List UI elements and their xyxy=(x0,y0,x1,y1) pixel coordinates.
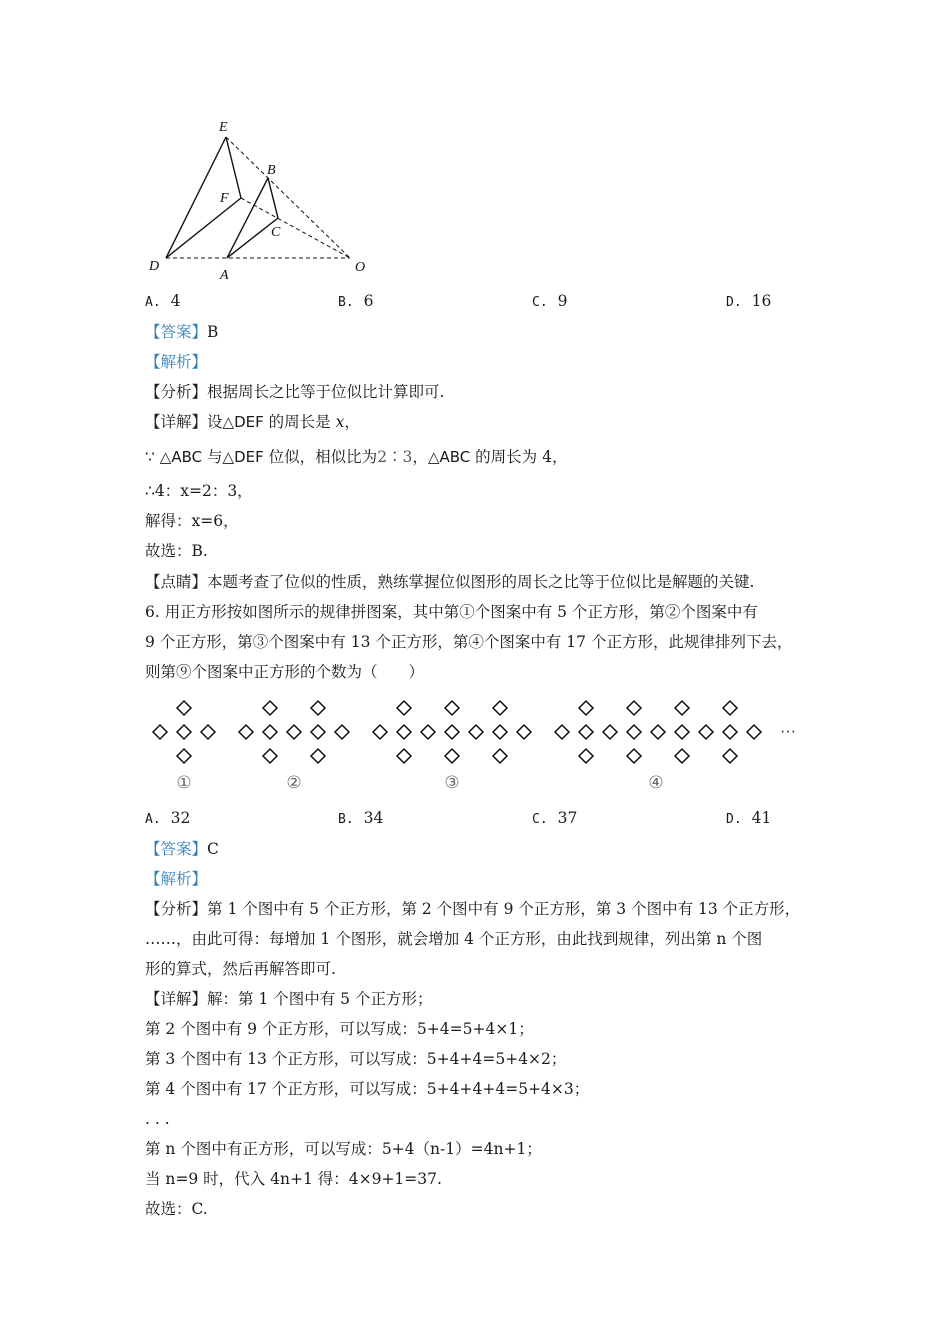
analysis-tag: 【解析】 xyxy=(145,353,208,371)
label-F: F xyxy=(220,191,229,206)
pattern-square xyxy=(723,725,737,739)
fenxi-tag: 【分析】 xyxy=(145,900,208,918)
variable-x: x xyxy=(335,413,345,431)
pattern-square xyxy=(397,701,411,715)
q5-option-a-letter: A. xyxy=(145,295,161,310)
q6-option-c-value: 37 xyxy=(557,809,578,827)
pattern-square xyxy=(493,749,507,763)
pattern-square xyxy=(579,749,593,763)
label-A: A xyxy=(220,268,229,283)
pattern-label-1: ① xyxy=(176,773,192,792)
q6-detail-line-6: 第 n 个图中有正方形，可以写成：5+4（n-1）=4n+1； xyxy=(145,1140,542,1158)
label-E: E xyxy=(219,120,228,135)
pattern-square xyxy=(153,725,167,739)
triangle-def: △DEF xyxy=(222,413,264,431)
pattern-square xyxy=(311,749,325,763)
q6-detail-line-4: 第 4 个图中有 17 个正方形，可以写成：5+4+4+4=5+4×3； xyxy=(145,1080,590,1098)
pattern-square xyxy=(627,749,641,763)
q6-stem-line-1: 6. 用正方形按如图所示的规律拼图案，其中第①个图案中有 5 个正方形，第②个图案中有 xyxy=(145,603,758,621)
label-O: O xyxy=(355,260,366,275)
pattern-square xyxy=(445,725,459,739)
pattern-square xyxy=(675,725,689,739)
pattern-square xyxy=(747,725,761,739)
dashed-EO xyxy=(226,137,350,258)
fenxi-text: 根据周长之比等于位似比计算即可. xyxy=(207,383,445,401)
q6-option-a[interactable] xyxy=(145,808,190,830)
q6-option-c[interactable] xyxy=(532,808,577,830)
detail-text: 解：第 1 个图中有 5 个正方形； xyxy=(207,990,433,1008)
detail-tag: 【详解】 xyxy=(145,413,208,431)
q5-detail-line-3: ∴4：x=2：3， xyxy=(145,482,253,500)
pattern-square xyxy=(263,701,277,715)
pattern-square xyxy=(397,749,411,763)
fenxi-tag: 【分析】 xyxy=(145,383,208,401)
segment-BC xyxy=(268,178,278,218)
q6-option-d[interactable] xyxy=(726,808,771,830)
q5-fenxi xyxy=(145,382,444,402)
pattern-square xyxy=(445,701,459,715)
pattern-square xyxy=(579,701,593,715)
q5-analysis-tag xyxy=(145,352,207,372)
pattern-square xyxy=(373,725,387,739)
because-symbol: ∵ xyxy=(145,448,160,466)
pattern-square xyxy=(177,749,191,763)
detail-text: 设 xyxy=(207,413,223,431)
pattern-square xyxy=(263,749,277,763)
label-C: C xyxy=(271,225,281,240)
detail-text: ， xyxy=(344,413,360,431)
pattern-square xyxy=(177,701,191,715)
pattern-square xyxy=(493,701,507,715)
q6-answer xyxy=(145,839,219,859)
q5-option-c-letter: C. xyxy=(532,295,548,310)
q6-detail-line-1 xyxy=(145,989,432,1009)
q5-detail-line-1 xyxy=(145,412,360,432)
q5-option-a[interactable] xyxy=(145,291,181,313)
pattern-square xyxy=(287,725,301,739)
segment-EF xyxy=(226,137,241,198)
q6-detail-line-8: 故选：C. xyxy=(145,1200,208,1218)
pattern-square xyxy=(603,725,617,739)
pattern-square xyxy=(311,725,325,739)
dianjing-text: 本题考查了位似的性质，熟练掌握位似图形的周长之比等于位似比是解题的关键. xyxy=(207,573,755,591)
detail-text: 与 xyxy=(202,448,223,466)
triangle-abc: △ABC xyxy=(427,448,471,466)
q5-option-d-value: 16 xyxy=(751,292,772,310)
q6-detail-line-2: 第 2 个图中有 9 个正方形，可以写成：5+4=5+4×1； xyxy=(145,1020,534,1038)
answer-value: B xyxy=(207,323,219,341)
label-B: B xyxy=(267,163,276,178)
q5-detail-line-5: 故选：B. xyxy=(145,542,208,560)
q5-option-d-letter: D. xyxy=(726,295,742,310)
pattern-square xyxy=(239,725,253,739)
q5-option-c-value: 9 xyxy=(557,292,568,310)
detail-text: 的周长为 4， xyxy=(470,448,568,466)
similar-triangles-figure xyxy=(140,110,380,285)
pattern-square xyxy=(445,749,459,763)
answer-tag: 【答案】 xyxy=(145,323,208,341)
q6-fenxi-line-2: ……，由此可得：每增加 1 个图形，就会增加 4 个正方形，由此找到规律，列出第 n 个图 xyxy=(145,930,763,948)
q5-option-b[interactable] xyxy=(338,291,374,313)
triangle-abc: △ABC xyxy=(159,448,203,466)
dashed-FO xyxy=(241,198,350,258)
q6-detail-line-7: 当 n=9 时，代入 4n+1 得：4×9+1=37. xyxy=(145,1170,442,1188)
pattern-square xyxy=(469,725,483,739)
q6-option-b-letter: B. xyxy=(338,812,354,827)
pattern-square xyxy=(555,725,569,739)
q6-option-b-value: 34 xyxy=(363,809,384,827)
q6-detail-line-5: . . . xyxy=(145,1110,170,1128)
pattern-ellipsis: ··· xyxy=(780,724,796,741)
pattern-label-3: ③ xyxy=(444,773,460,792)
pattern-square xyxy=(335,725,349,739)
segment-DF xyxy=(166,198,241,258)
pattern-square xyxy=(627,725,641,739)
pattern-square xyxy=(627,701,641,715)
analysis-tag: 【解析】 xyxy=(145,870,208,888)
pattern-label-2: ② xyxy=(286,773,302,792)
square-pattern-figure xyxy=(140,690,820,800)
detail-text: ， xyxy=(412,448,428,466)
pattern-square xyxy=(517,725,531,739)
q6-fenxi-line-1 xyxy=(145,899,800,919)
pattern-label-4: ④ xyxy=(648,773,664,792)
q6-stem-line-2: 9 个正方形，第③个图案中有 13 个正方形，第④个图案中有 17 个正方形，此规律排列下去， xyxy=(145,633,793,651)
pattern-square xyxy=(493,725,507,739)
pattern-square xyxy=(311,701,325,715)
pattern-square xyxy=(397,725,411,739)
q6-detail-line-3: 第 3 个图中有 13 个正方形，可以写成：5+4+4=5+4×2； xyxy=(145,1050,567,1068)
pattern-square xyxy=(421,725,435,739)
pattern-square xyxy=(651,725,665,739)
q6-analysis-tag xyxy=(145,869,207,889)
detail-tag: 【详解】 xyxy=(145,990,208,1008)
pattern-square xyxy=(723,701,737,715)
pattern-square xyxy=(579,725,593,739)
triangle-def: △DEF xyxy=(222,448,264,466)
q6-fenxi-line-3: 形的算式，然后再解答即可. xyxy=(145,960,336,978)
segment-DE xyxy=(166,137,226,258)
fenxi-text: 第 1 个图中有 5 个正方形，第 2 个图中有 9 个正方形，第 3 个图中有 13 个正方形， xyxy=(207,900,801,918)
pattern-square xyxy=(201,725,215,739)
detail-text: 的周长是 xyxy=(263,413,336,431)
q5-answer xyxy=(145,322,218,342)
label-D: D xyxy=(149,259,160,274)
q5-option-b-letter: B. xyxy=(338,295,354,310)
detail-text: 位似，相似比为 xyxy=(263,448,378,466)
q5-option-d[interactable] xyxy=(726,291,771,313)
pattern-square xyxy=(675,749,689,763)
ratio-value: 2∶3 xyxy=(377,448,413,466)
q5-detail-line-4: 解得：x=6， xyxy=(145,512,239,530)
pattern-square xyxy=(699,725,713,739)
pattern-square xyxy=(675,701,689,715)
answer-value: C xyxy=(207,840,219,858)
q6-option-a-letter: A. xyxy=(145,812,161,827)
pattern-square xyxy=(723,749,737,763)
answer-tag: 【答案】 xyxy=(145,840,208,858)
q5-option-c[interactable] xyxy=(532,291,568,313)
pattern-square xyxy=(177,725,191,739)
q6-option-d-value: 41 xyxy=(751,809,772,827)
q5-detail-line-2 xyxy=(145,447,567,467)
q5-option-a-value: 4 xyxy=(170,292,181,310)
q6-option-a-value: 32 xyxy=(170,809,191,827)
q5-dianjing xyxy=(145,572,754,592)
q6-option-c-letter: C. xyxy=(532,812,548,827)
q6-option-d-letter: D. xyxy=(726,812,742,827)
segment-AB xyxy=(227,178,268,258)
q5-option-b-value: 6 xyxy=(363,292,374,310)
dianjing-tag: 【点睛】 xyxy=(145,573,208,591)
pattern-square xyxy=(263,725,277,739)
q6-option-b[interactable] xyxy=(338,808,383,830)
q6-stem-line-3: 则第⑨个图案中正方形的个数为（ ） xyxy=(145,663,425,681)
